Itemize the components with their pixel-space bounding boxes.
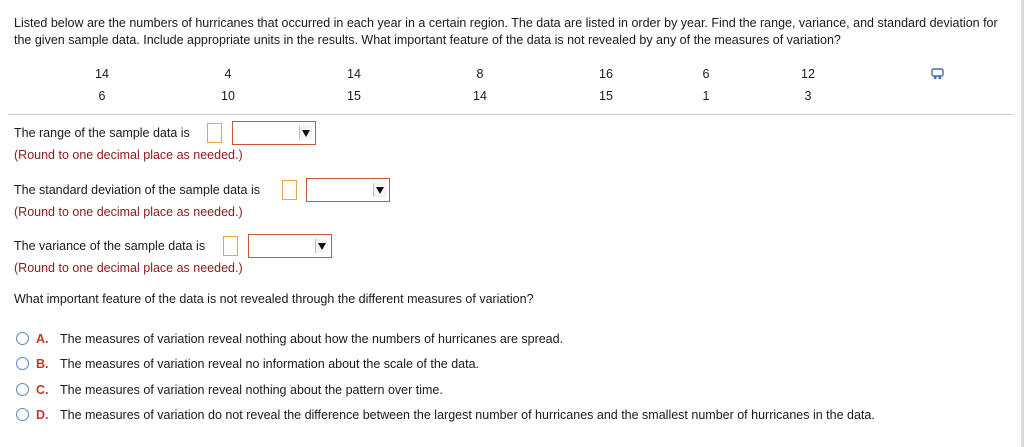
option-text: The measures of variation reveal nothing about how the numbers of hurricanes are spread. [60, 332, 564, 346]
data-cell: 12 [801, 67, 815, 81]
data-cell: 16 [599, 67, 613, 81]
chevron-down-icon[interactable] [315, 239, 328, 253]
stddev-unit-select[interactable] [306, 178, 390, 202]
data-cell: 14 [473, 89, 487, 103]
data-cell: 6 [98, 89, 106, 103]
range-unit-select[interactable] [232, 121, 316, 145]
data-cell: 10 [221, 89, 235, 103]
data-cell: 6 [702, 67, 710, 81]
stddev-label: The standard deviation of the sample data is [14, 183, 260, 197]
option-letter: B. [36, 357, 49, 371]
option-letter: D. [36, 408, 49, 422]
variance-hint: (Round to one decimal place as needed.) [14, 261, 243, 275]
copy-data-icon[interactable] [931, 68, 944, 80]
feature-question: What important feature of the data is not revealed through the different measures of variation? [14, 292, 534, 306]
section-divider [8, 114, 1013, 115]
option-text: The measures of variation reveal no information about the scale of the data. [60, 357, 479, 371]
radio-button[interactable] [16, 408, 29, 421]
range-hint: (Round to one decimal place as needed.) [14, 148, 243, 162]
data-cell: 14 [347, 67, 361, 81]
option-letter: A. [36, 332, 49, 346]
radio-button[interactable] [16, 332, 29, 345]
variance-answer-input[interactable] [223, 236, 238, 256]
range-answer-input[interactable] [207, 123, 222, 143]
variance-label: The variance of the sample data is [14, 239, 206, 253]
option-text: The measures of variation do not reveal the difference between the largest number of hurricanes and the smallest number of hurricanes in the data. [60, 408, 875, 422]
data-cell: 4 [224, 67, 232, 81]
data-cell: 3 [804, 89, 812, 103]
radio-button[interactable] [16, 383, 29, 396]
data-cell: 15 [599, 89, 613, 103]
chevron-down-icon[interactable] [299, 126, 312, 140]
data-cell: 8 [476, 67, 484, 81]
option-text: The measures of variation reveal nothing about the pattern over time. [60, 383, 443, 397]
data-cell: 14 [95, 67, 109, 81]
range-label: The range of the sample data is [14, 126, 190, 140]
data-cell: 1 [702, 89, 710, 103]
variance-unit-select[interactable] [248, 234, 332, 258]
stddev-answer-input[interactable] [282, 180, 297, 200]
data-cell: 15 [347, 89, 361, 103]
question-text: Listed below are the numbers of hurricanes that occurred in each year in a certain region. The data are listed in order by year. Find the range, variance, and standard deviation for the given sample data. Include appropriate units in the results. What important feature of the data is not revealed by any of the measures of variation? [14, 16, 998, 47]
stddev-hint: (Round to one decimal place as needed.) [14, 205, 243, 219]
option-letter: C. [36, 383, 49, 397]
radio-button[interactable] [16, 357, 29, 370]
chevron-down-icon[interactable] [373, 183, 386, 197]
